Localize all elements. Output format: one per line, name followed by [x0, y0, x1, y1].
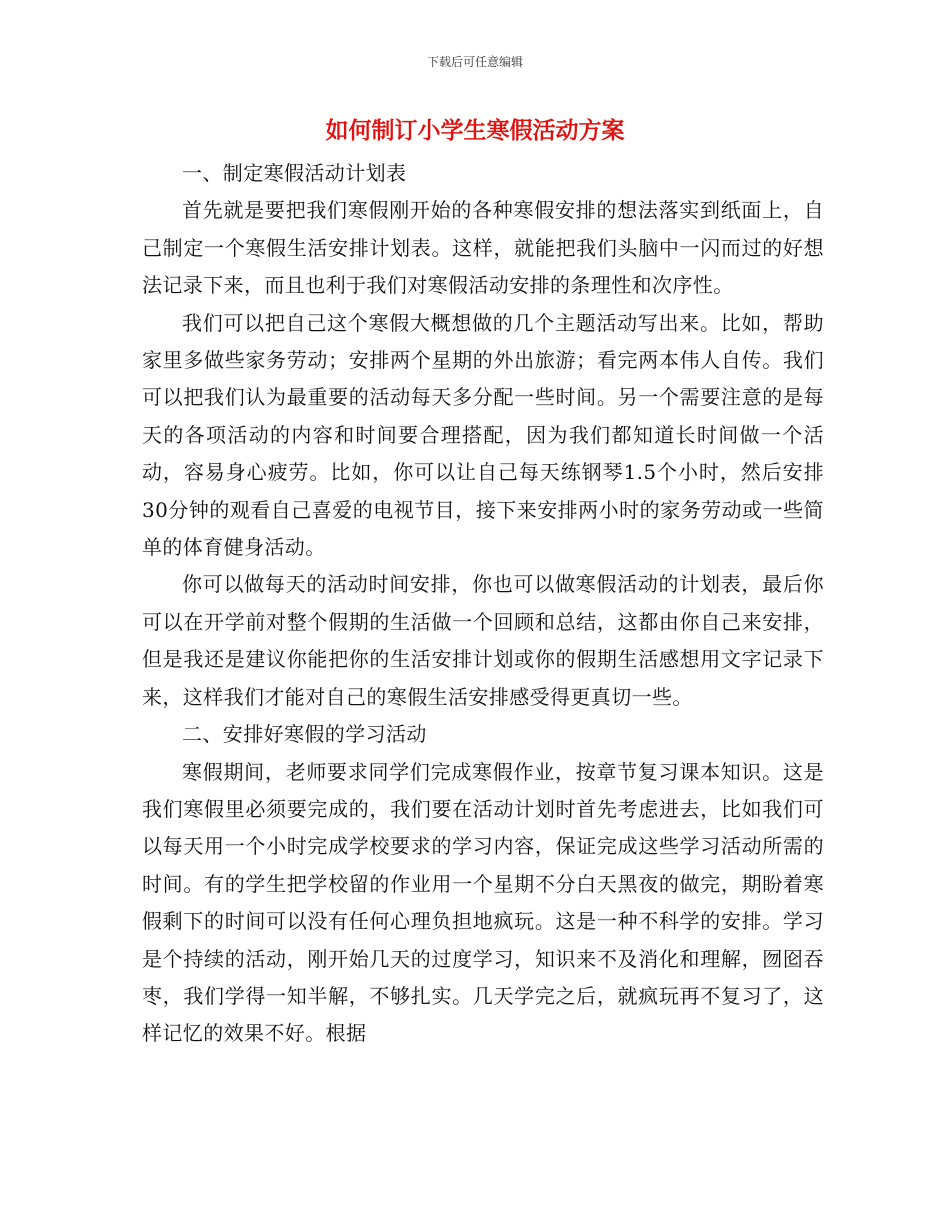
paragraph: 你可以做每天的活动时间安排，你也可以做寒假活动的计划表，最后你可以在开学前对整个假期的生活做一个回顾和总结，这都由你自己来安排，但是我还是建议你能把你的生活安排计划或你的假期生活感想用文字记录下来，这样我们才能对自己的寒假生活安排感受得更真切一些。	[142, 572, 824, 709]
document-body	[142, 155, 824, 1053]
page-header-note: 下载后可任意编辑	[426, 55, 523, 69]
document-title: 如何制订小学生寒假活动方案	[325, 117, 625, 144]
paragraph: 我们可以把自己这个寒假大概想做的几个主题活动写出来。比如，帮助家里多做些家务劳动；安排两个星期的外出旅游；看完两本伟人自传。我们可以把我们认为最重要的活动每天多分配一些时间。另一个需要注意的是每天的各项活动的内容和时间要合理搭配，因为我们都知道长时间做一个活动，容易身心疲劳。比如，你可以让自己每天练钢琴1.5个小时，然后安排30分钟的观看自己喜爱的电视节目，接下来安排两小时的家务劳动或一些简单的体育健身活动。	[142, 310, 824, 560]
paragraph: 首先就是要把我们寒假刚开始的各种寒假安排的想法落实到纸面上，自己制定一个寒假生活安排计划表。这样，就能把我们头脑中一闪而过的好想法记录下来，而且也利于我们对寒假活动安排的条理性和次序性。	[142, 198, 824, 298]
section-heading-2: 二、安排好寒假的学习活动	[182, 722, 427, 747]
section-heading-1: 一、制定寒假活动计划表	[182, 161, 407, 185]
paragraph: 寒假期间，老师要求同学们完成寒假作业，按章节复习课本知识。这是我们寒假里必须要完成的，我们要在活动计划时首先考虑进去，比如我们可以每天用一个小时完成学校要求的学习内容，保证完成这些学习活动所需的时间。有的学生把学校留的作业用一个星期不分白天黑夜的做完，期盼着寒假剩下的时间可以没有任何心理负担地疯玩。这是一种不科学的安排。学习是个持续的活动，刚开始几天的过度学习，知识来不及消化和理解，囫囵吞枣，我们学得一知半解，不够扎实。几天学完之后，就疯玩再不复习了，这样记忆的效果不好。根据	[142, 759, 824, 1046]
